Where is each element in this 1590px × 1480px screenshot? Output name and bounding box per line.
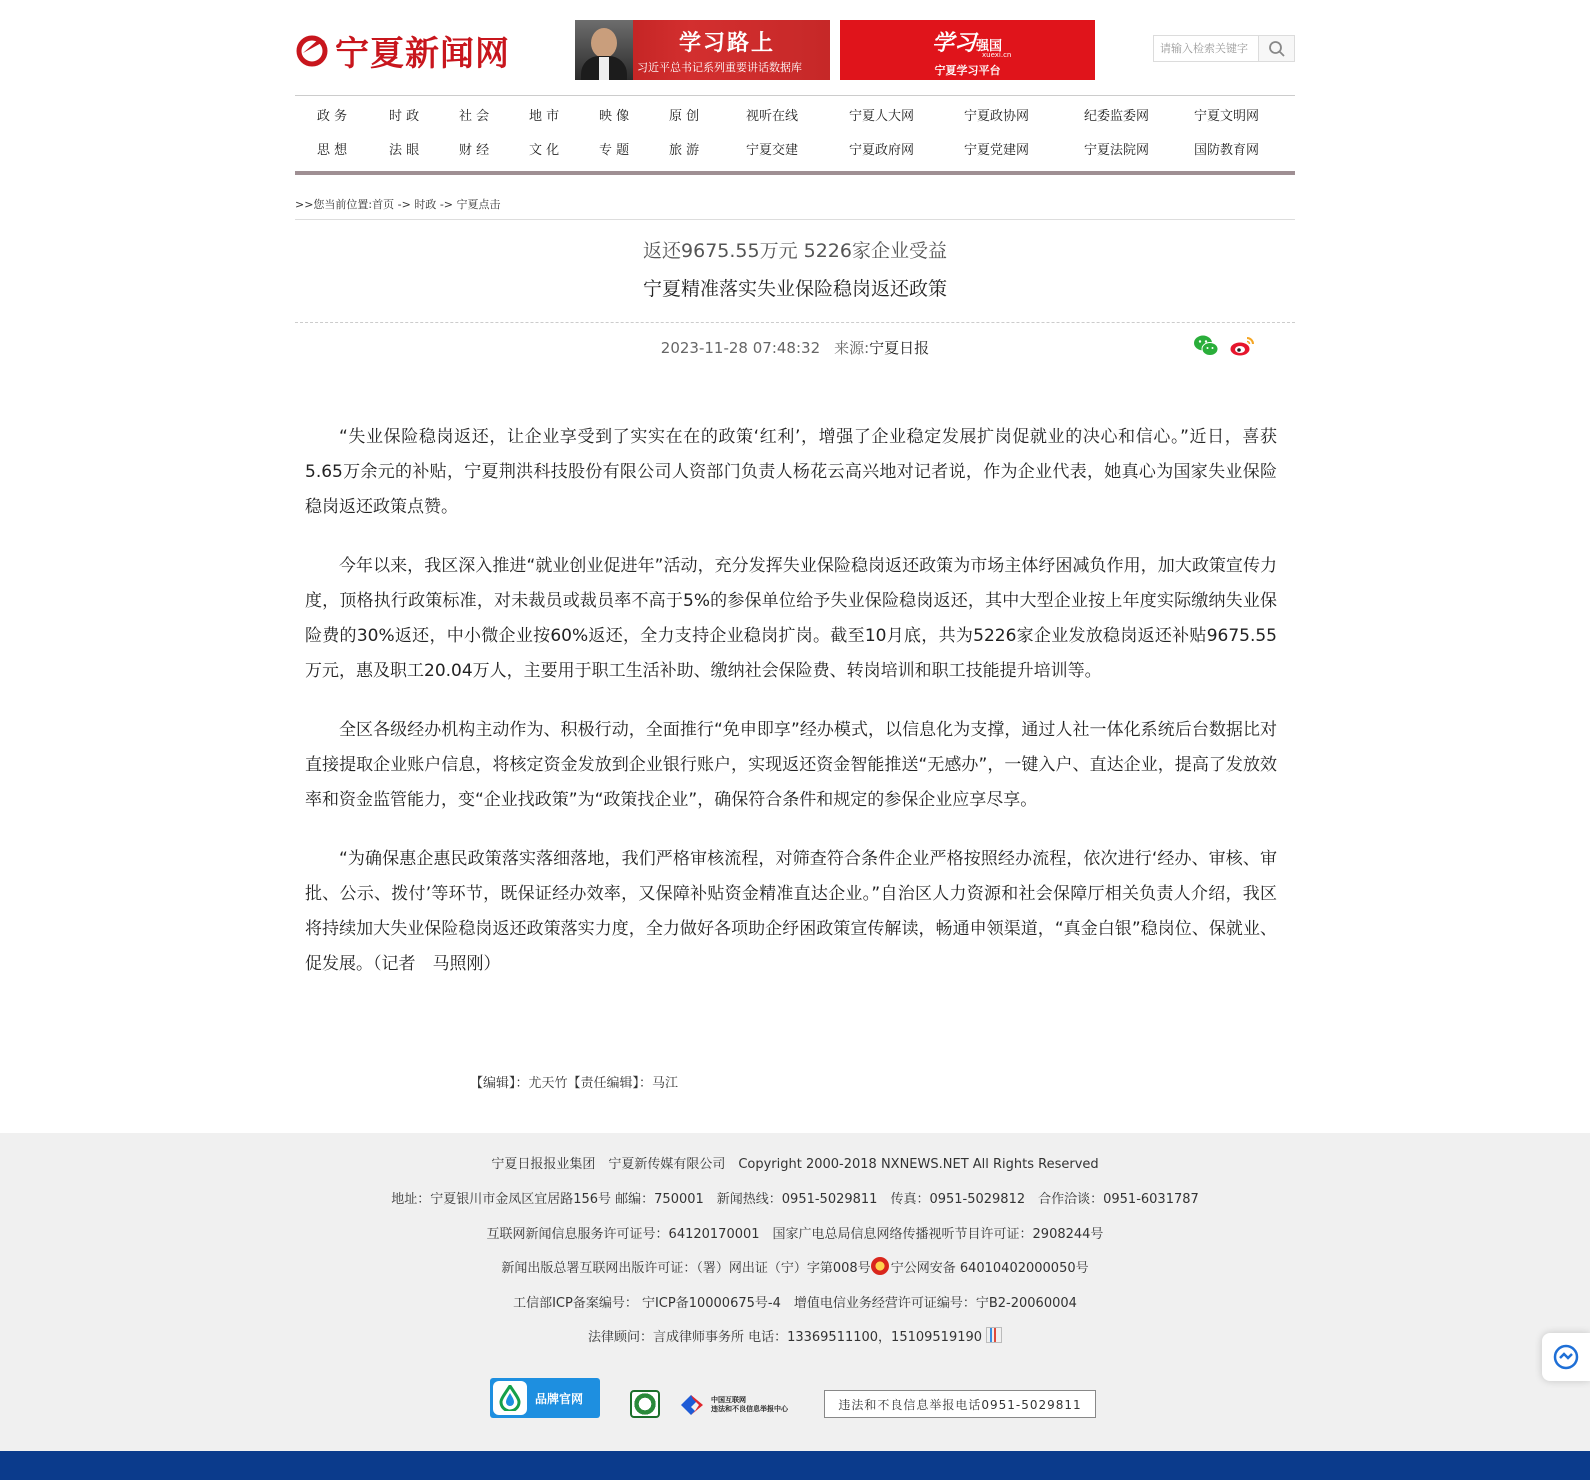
site-header <box>295 18 1295 80</box>
logo-text: 宁夏新闻网 <box>335 33 510 74</box>
breadcrumb-section[interactable]: 时政 <box>414 198 437 211</box>
logo-mark-icon <box>295 33 329 67</box>
footer-license: 互联网新闻信息服务许可证号：64120170001 国家广电总局信息网络传播视听节目许可证：2908244号 <box>486 1227 1104 1242</box>
green-seal-icon[interactable] <box>630 1390 660 1418</box>
nav-item[interactable]: 旅 游 <box>669 143 700 158</box>
article-datetime: 2023-11-28 07:48:32 <box>660 339 821 357</box>
footer-address: 地址：宁夏银川市金凤区宜居路156号 邮编：750001 新闻热线：0951-5029811 传真：0951-5029812 合作洽谈：0951-6031787 <box>391 1192 1199 1207</box>
water-drop-icon <box>493 1381 527 1415</box>
article-paragraph: 今年以来，我区深入推进“就业创业促进年”活动，充分发挥失业保险稳岗返还政策为市场主体纾困减负作用，加大政策宣传力度，顶格执行政策标准，对未裁员或裁员率不高于5%的参保单位给予失业保险稳岗返还，其中大型企业按上年度实际缴纳失业保险费的30%返还，中小微企业按60%返还，全力支持企业稳岗扩岗。截至10月底，共为5226家企业发放稳岗返还补贴9675.55万元，惠及职工20.04万人，主要用于职工生活补助、缴纳社会保险费、转岗培训和职工技能提升培训等。 <box>305 556 1277 681</box>
footer-copyright: 宁夏日报报业集团 宁夏新传媒有限公司 Copyright 2000-2018 NXNEWS.NET All Rights Reserved <box>491 1157 1099 1172</box>
portrait-image <box>575 20 633 80</box>
search-box <box>1153 35 1295 62</box>
brand-label: 品牌官网 <box>535 1391 584 1406</box>
breadcrumb-sep: -> <box>436 198 457 211</box>
nav-row-2 <box>295 130 1295 164</box>
breadcrumb <box>295 196 1295 220</box>
nav-item[interactable]: 政 务 <box>317 109 348 124</box>
nav-item[interactable]: 国防教育网 <box>1194 143 1260 158</box>
report-center-logo[interactable] <box>677 1390 788 1420</box>
footer-logos <box>490 1378 1110 1422</box>
title-divider <box>295 322 1295 323</box>
nav-item[interactable]: 宁夏政府网 <box>849 143 915 158</box>
banner-subtitle: 习近平总书记系列重要讲话数据库 <box>637 61 802 74</box>
search-icon <box>1268 40 1286 58</box>
nav-item[interactable]: 宁夏党建网 <box>964 143 1030 158</box>
footer-legal <box>0 1326 1590 1345</box>
floating-assistant-button[interactable] <box>1542 1333 1590 1381</box>
accessibility-icon <box>1552 1343 1580 1371</box>
nav-item[interactable]: 文 化 <box>529 143 560 158</box>
stats-icon[interactable] <box>986 1327 1002 1343</box>
nav-item[interactable]: 专 题 <box>599 143 630 158</box>
search-button[interactable] <box>1258 36 1294 61</box>
article-title: 宁夏精准落实失业保险稳岗返还政策 <box>642 278 947 300</box>
nav-item[interactable]: 宁夏文明网 <box>1194 109 1260 124</box>
article-paragraph: “失业保险稳岗返还，让企业享受到了实实在在的政策‘红利’，增强了企业稳定发展扩岗促就业的决心和信心。”近日，喜获5.65万余元的补贴，宁夏荆洪科技股份有限公司人资部门负责人杨花云高兴地对记者说，作为企业代表，她真心为国家失业保险稳岗返还政策点赞。 <box>305 427 1277 517</box>
nav-item[interactable]: 财 经 <box>459 143 490 158</box>
share-bar <box>1193 333 1255 359</box>
nav-row-1 <box>295 96 1295 130</box>
article-body <box>305 420 1277 1006</box>
nav-item[interactable]: 法 眼 <box>389 143 420 158</box>
xuexi-url: xuexi.cn <box>982 51 1012 59</box>
brand-site-badge[interactable] <box>490 1378 600 1418</box>
article-source: 宁夏日报 <box>869 339 930 357</box>
footer-icp: 工信部ICP备案编号： 宁ICP备10000675号-4 增值电信业务经营许可证编号：宁B2-20060004 <box>513 1296 1077 1311</box>
banner-subtitle: 宁夏学习平台 <box>934 64 1001 77</box>
police-record[interactable]: 宁公网安备 64010402000050号 <box>890 1261 1089 1276</box>
police-badge-icon <box>871 1257 889 1275</box>
report-hotline[interactable]: 违法和不良信息举报电话0951-5029811 <box>824 1390 1096 1418</box>
legal-advisor: 法律顾问：言成律师事务所 电话：13369511100，15109519190 <box>587 1330 983 1345</box>
weibo-share-icon[interactable] <box>1229 333 1255 359</box>
nav-item[interactable]: 地 市 <box>529 109 560 124</box>
article-paragraph: “为确保惠企惠民政策落实落细落地，我们严格审核流程，对筛查符合条件企业严格按照经办流程，依次进行‘经办、审核、审批、公示、拨付’等环节，既保证经办效率，又保障补贴资金精准直达企业。”自治区人力资源和社会保障厅相关负责人介绍，我区将持续加大失业保险稳岗返还政策落实力度，全力做好各项助企纾困政策宣传解读，畅通申领渠道，“真金白银”稳岗位、保就业、促发展。（记者 马照刚） <box>305 849 1277 974</box>
main-nav <box>295 95 1295 175</box>
nav-item[interactable]: 社 会 <box>459 109 490 124</box>
publishing-license: 新闻出版总署互联网出版许可证：（署）网出证（宁）字第008号 <box>501 1261 871 1276</box>
wechat-share-icon[interactable] <box>1193 333 1219 359</box>
nav-item[interactable]: 原 创 <box>669 109 700 124</box>
report-center-desc: 违法和不良信息举报中心 <box>711 1405 788 1413</box>
editor-credit: 【编辑】：尤天竹【责任编辑】：马江 <box>470 1076 679 1091</box>
article-meta <box>295 337 1295 358</box>
nav-item[interactable]: 纪委监委网 <box>1084 109 1150 124</box>
nav-item[interactable]: 映 像 <box>599 109 630 124</box>
banner-title: 学习路上 <box>679 31 776 56</box>
article-paragraph: 全区各级经办机构主动作为、积极行动，全面推行“免申即享”经办模式，以信息化为支撑，通过人社一体化系统后台数据比对直接提取企业账户信息，将核定资金发放到企业银行账户，实现返还资金智能推送“无感办”，一键入户、直达企业，提高了发放效率和资金监管能力，变“企业找政策”为“政策找企业”，确保符合条件和规定的参保企业应享尽享。 <box>305 720 1277 810</box>
breadcrumb-prefix: >>您当前位置: <box>295 198 373 211</box>
footer-publishing <box>0 1257 1590 1276</box>
search-input[interactable] <box>1154 36 1258 61</box>
nav-item[interactable]: 时 政 <box>389 109 420 124</box>
breadcrumb-sep: -> <box>394 198 415 211</box>
article-subtitle: 返还9675.55万元 5226家企业受益 <box>643 240 947 262</box>
report-center-icon <box>677 1391 707 1419</box>
nav-item[interactable]: 宁夏人大网 <box>849 109 915 124</box>
source-label: 来源: <box>834 339 870 357</box>
nav-item[interactable]: 视听在线 <box>746 109 799 124</box>
nav-item[interactable]: 宁夏交建 <box>746 143 799 158</box>
bottom-bar <box>0 1451 1590 1480</box>
xuexi-logo: 学习强国 <box>932 30 1003 56</box>
nav-item[interactable]: 宁夏法院网 <box>1084 143 1150 158</box>
banner-xuexi-qiangguo[interactable] <box>840 20 1095 80</box>
report-center-name: 中国互联网 <box>711 1396 746 1404</box>
breadcrumb-home[interactable]: 首页 <box>372 198 395 211</box>
nav-item[interactable]: 思 想 <box>317 143 348 158</box>
nav-item[interactable]: 宁夏政协网 <box>964 109 1030 124</box>
banner-xuexi-lushang[interactable] <box>575 20 830 80</box>
breadcrumb-current[interactable]: 宁夏点击 <box>456 198 501 211</box>
site-logo[interactable] <box>295 28 510 72</box>
